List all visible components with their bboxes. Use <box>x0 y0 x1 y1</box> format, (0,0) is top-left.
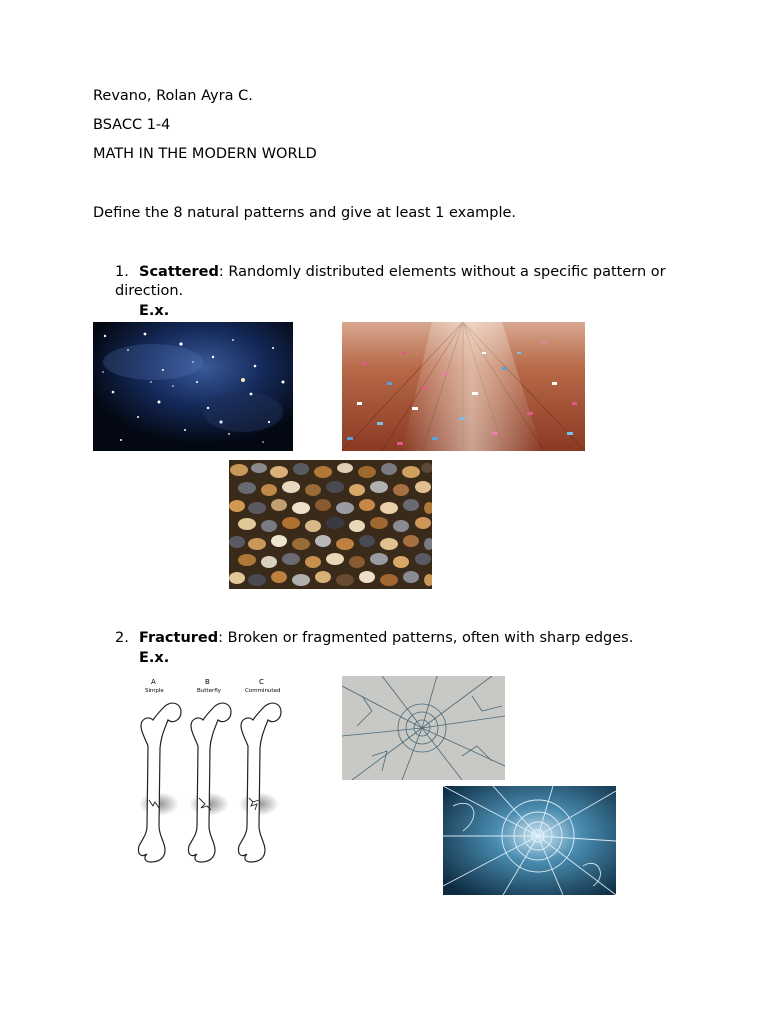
course-title: MATH IN THE MODERN WORLD <box>93 146 317 162</box>
assignment-prompt: Define the 8 natural patterns and give at least 1 example. <box>93 205 517 221</box>
diagram-label-b: B <box>205 678 210 686</box>
list-item-1 <box>115 263 675 301</box>
diagram-caption-butterfly: Butterfly <box>197 688 221 694</box>
pattern-term: Fractured <box>139 630 219 646</box>
cracked-glass-image <box>342 676 505 780</box>
pattern-term: Scattered <box>139 264 219 280</box>
diagram-caption-comminuted: Comminuted <box>245 688 281 694</box>
list-number: 1. <box>115 264 129 280</box>
pattern-definition: : Randomly distributed elements without a specific pattern or direction. <box>115 264 666 299</box>
pattern-definition: : Broken or fragmented patterns, often with sharp edges. <box>218 630 634 646</box>
list-number: 2. <box>115 630 129 646</box>
bone-fracture-diagram <box>133 676 285 868</box>
diagram-label-a: A <box>151 678 156 686</box>
confetti-floor-image <box>342 322 585 451</box>
starry-sky-image <box>93 322 293 451</box>
example-label: E.x. <box>139 650 170 666</box>
list-item-2 <box>115 629 675 648</box>
student-name: Revano, Rolan Ayra C. <box>93 88 253 104</box>
student-section: BSACC 1-4 <box>93 117 171 133</box>
pebbles-image <box>229 460 432 589</box>
example-label: E.x. <box>139 303 170 319</box>
diagram-label-c: C <box>259 678 264 686</box>
diagram-caption-simple: Simple <box>145 688 164 694</box>
shattered-glass-image <box>443 786 616 895</box>
